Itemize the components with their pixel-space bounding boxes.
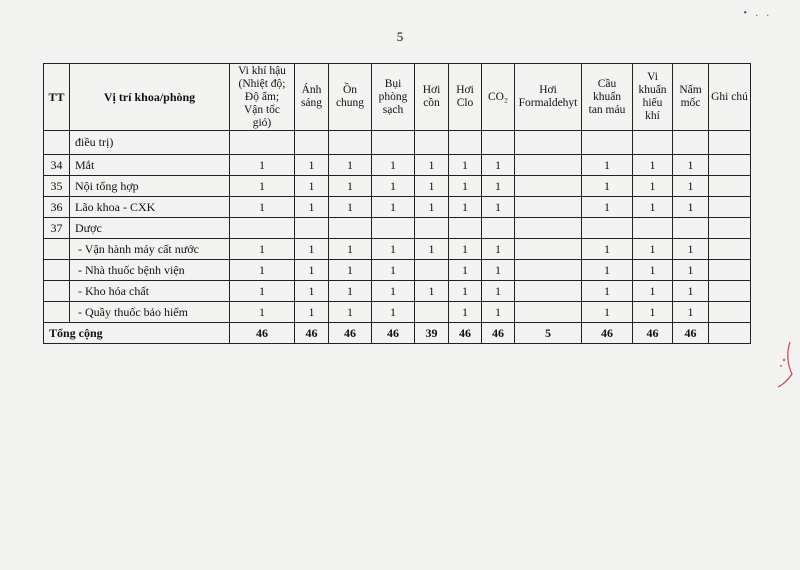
- row-value-cell: [709, 239, 751, 260]
- header-aerobic: Vi khuẩn hiếu khí: [633, 64, 673, 131]
- row-value-cell: 1: [633, 260, 673, 281]
- row-location: - Kho hóa chất: [70, 281, 230, 302]
- row-value-cell: [372, 218, 415, 239]
- row-value-cell: 1: [230, 155, 295, 176]
- total-value-cell: 46: [295, 323, 329, 344]
- row-value-cell: 1: [482, 281, 515, 302]
- row-location: - Quầy thuốc bảo hiểm: [70, 302, 230, 323]
- row-value-cell: [515, 218, 582, 239]
- row-value-cell: [709, 131, 751, 155]
- row-value-cell: [449, 131, 482, 155]
- row-value-cell: [372, 131, 415, 155]
- row-location: Lão khoa - CXK: [70, 197, 230, 218]
- header-co2: CO₂: [482, 64, 515, 131]
- row-value-cell: 1: [633, 281, 673, 302]
- row-value-cell: 1: [230, 197, 295, 218]
- row-value-cell: [515, 260, 582, 281]
- row-value-cell: [515, 155, 582, 176]
- row-value-cell: 1: [482, 176, 515, 197]
- row-value-cell: 1: [230, 239, 295, 260]
- row-value-cell: [633, 218, 673, 239]
- total-value-cell: 46: [449, 323, 482, 344]
- row-value-cell: 1: [295, 302, 329, 323]
- row-value-cell: 1: [295, 197, 329, 218]
- total-value-cell: 46: [329, 323, 372, 344]
- row-value-cell: 1: [329, 239, 372, 260]
- row-value-cell: 1: [329, 197, 372, 218]
- row-value-cell: 1: [449, 155, 482, 176]
- row-value-cell: [415, 260, 449, 281]
- row-tt: [44, 281, 70, 302]
- measurement-table: [43, 63, 751, 344]
- row-value-cell: [709, 176, 751, 197]
- header-clean-dust: Bụi phòng sạch: [372, 64, 415, 131]
- row-location: - Vận hành máy cất nước: [70, 239, 230, 260]
- row-value-cell: 1: [372, 302, 415, 323]
- row-value-cell: [709, 218, 751, 239]
- row-value-cell: 1: [633, 197, 673, 218]
- header-light: Ánh sáng: [295, 64, 329, 131]
- row-value-cell: [515, 176, 582, 197]
- row-value-cell: 1: [673, 176, 709, 197]
- row-value-cell: [673, 131, 709, 155]
- row-value-cell: 1: [230, 260, 295, 281]
- row-value-cell: [582, 218, 633, 239]
- row-value-cell: [415, 218, 449, 239]
- total-value-cell: 39: [415, 323, 449, 344]
- total-row: [44, 323, 751, 344]
- total-value-cell: 46: [582, 323, 633, 344]
- header-mold: Nấm mốc: [673, 64, 709, 131]
- row-value-cell: 1: [415, 155, 449, 176]
- row-value-cell: [515, 302, 582, 323]
- row-value-cell: 1: [582, 197, 633, 218]
- header-chlorine: Hơi Clo: [449, 64, 482, 131]
- row-value-cell: 1: [230, 176, 295, 197]
- corner-dots: • . .: [743, 8, 772, 19]
- table-row: [44, 197, 751, 218]
- table-row: [44, 260, 751, 281]
- row-value-cell: 1: [295, 176, 329, 197]
- total-label: Tổng cộng: [44, 323, 230, 344]
- row-value-cell: 1: [295, 281, 329, 302]
- row-value-cell: 1: [582, 281, 633, 302]
- total-value-cell: 46: [372, 323, 415, 344]
- header-notes: Ghi chú: [709, 64, 751, 131]
- total-value-cell: 46: [633, 323, 673, 344]
- row-value-cell: 1: [372, 155, 415, 176]
- row-value-cell: 1: [329, 302, 372, 323]
- row-value-cell: 1: [329, 281, 372, 302]
- row-value-cell: 1: [673, 260, 709, 281]
- row-value-cell: [482, 218, 515, 239]
- row-value-cell: 1: [230, 281, 295, 302]
- header-noise: Ồn chung: [329, 64, 372, 131]
- row-tt: [44, 239, 70, 260]
- row-value-cell: [415, 131, 449, 155]
- header-location: Vị trí khoa/phòng: [70, 64, 230, 131]
- table-body: [44, 131, 751, 344]
- row-value-cell: [515, 131, 582, 155]
- row-value-cell: [415, 302, 449, 323]
- row-value-cell: [709, 197, 751, 218]
- table-row: [44, 281, 751, 302]
- total-value-cell: 46: [482, 323, 515, 344]
- row-value-cell: [482, 131, 515, 155]
- row-value-cell: 1: [372, 197, 415, 218]
- row-value-cell: 1: [295, 239, 329, 260]
- row-value-cell: [295, 218, 329, 239]
- row-value-cell: 1: [372, 239, 415, 260]
- row-value-cell: [515, 281, 582, 302]
- row-value-cell: 1: [372, 260, 415, 281]
- row-value-cell: [449, 218, 482, 239]
- table-row: [44, 155, 751, 176]
- row-value-cell: [709, 260, 751, 281]
- row-value-cell: 1: [415, 197, 449, 218]
- row-value-cell: 1: [415, 281, 449, 302]
- table-row: [44, 302, 751, 323]
- total-value-cell: 46: [230, 323, 295, 344]
- row-value-cell: 1: [633, 239, 673, 260]
- header-hemolytic: Cầu khuẩn tan máu: [582, 64, 633, 131]
- row-value-cell: [709, 155, 751, 176]
- row-value-cell: [329, 131, 372, 155]
- row-value-cell: [230, 218, 295, 239]
- page-number: 5: [396, 29, 404, 44]
- row-value-cell: 1: [295, 155, 329, 176]
- row-value-cell: [329, 218, 372, 239]
- header-row: [44, 64, 751, 131]
- row-tt: 34: [44, 155, 70, 176]
- total-value-cell: 5: [515, 323, 582, 344]
- row-value-cell: 1: [372, 281, 415, 302]
- row-location: - Nhà thuốc bệnh viện: [70, 260, 230, 281]
- row-value-cell: [673, 218, 709, 239]
- row-value-cell: [709, 281, 751, 302]
- row-tt: [44, 302, 70, 323]
- stamp-mark: [772, 340, 794, 390]
- row-value-cell: [295, 131, 329, 155]
- row-value-cell: 1: [329, 176, 372, 197]
- row-value-cell: 1: [633, 155, 673, 176]
- row-tt: 35: [44, 176, 70, 197]
- row-value-cell: 1: [329, 260, 372, 281]
- header-formaldehyde: Hơi Formaldehyt: [515, 64, 582, 131]
- row-location: điều trị): [70, 131, 230, 155]
- row-value-cell: 1: [673, 239, 709, 260]
- header-microclimate: Vi khí hậu (Nhiệt độ; Độ ẩm; Vận tốc gió): [230, 64, 295, 131]
- table-row: [44, 218, 751, 239]
- table-row: [44, 131, 751, 155]
- row-value-cell: [515, 197, 582, 218]
- row-value-cell: 1: [449, 197, 482, 218]
- row-value-cell: 1: [449, 281, 482, 302]
- total-value-cell: 46: [673, 323, 709, 344]
- row-location: Nội tổng hợp: [70, 176, 230, 197]
- row-value-cell: 1: [582, 239, 633, 260]
- row-value-cell: 1: [673, 197, 709, 218]
- row-location: Dược: [70, 218, 230, 239]
- total-value-cell: [709, 323, 751, 344]
- row-value-cell: [230, 131, 295, 155]
- row-value-cell: 1: [482, 155, 515, 176]
- table-row: [44, 239, 751, 260]
- table-row: [44, 176, 751, 197]
- row-value-cell: 1: [482, 302, 515, 323]
- row-value-cell: [515, 239, 582, 260]
- header-tt: TT: [44, 64, 70, 131]
- row-location: Mắt: [70, 155, 230, 176]
- row-value-cell: 1: [582, 302, 633, 323]
- row-value-cell: 1: [329, 155, 372, 176]
- row-tt: 36: [44, 197, 70, 218]
- row-value-cell: 1: [582, 155, 633, 176]
- row-value-cell: [582, 131, 633, 155]
- row-value-cell: 1: [449, 239, 482, 260]
- row-value-cell: 1: [482, 260, 515, 281]
- row-value-cell: 1: [372, 176, 415, 197]
- header-alcohol: Hơi cồn: [415, 64, 449, 131]
- row-tt: [44, 131, 70, 155]
- row-tt: 37: [44, 218, 70, 239]
- row-value-cell: 1: [449, 176, 482, 197]
- row-value-cell: 1: [633, 176, 673, 197]
- row-value-cell: 1: [582, 176, 633, 197]
- row-value-cell: [709, 302, 751, 323]
- row-value-cell: 1: [449, 302, 482, 323]
- row-value-cell: 1: [415, 239, 449, 260]
- row-value-cell: [633, 131, 673, 155]
- row-value-cell: 1: [482, 239, 515, 260]
- row-value-cell: 1: [230, 302, 295, 323]
- row-value-cell: 1: [482, 197, 515, 218]
- row-value-cell: 1: [673, 281, 709, 302]
- row-value-cell: 1: [449, 260, 482, 281]
- row-tt: [44, 260, 70, 281]
- row-value-cell: 1: [633, 302, 673, 323]
- row-value-cell: 1: [673, 302, 709, 323]
- row-value-cell: 1: [673, 155, 709, 176]
- row-value-cell: 1: [582, 260, 633, 281]
- row-value-cell: 1: [415, 176, 449, 197]
- row-value-cell: 1: [295, 260, 329, 281]
